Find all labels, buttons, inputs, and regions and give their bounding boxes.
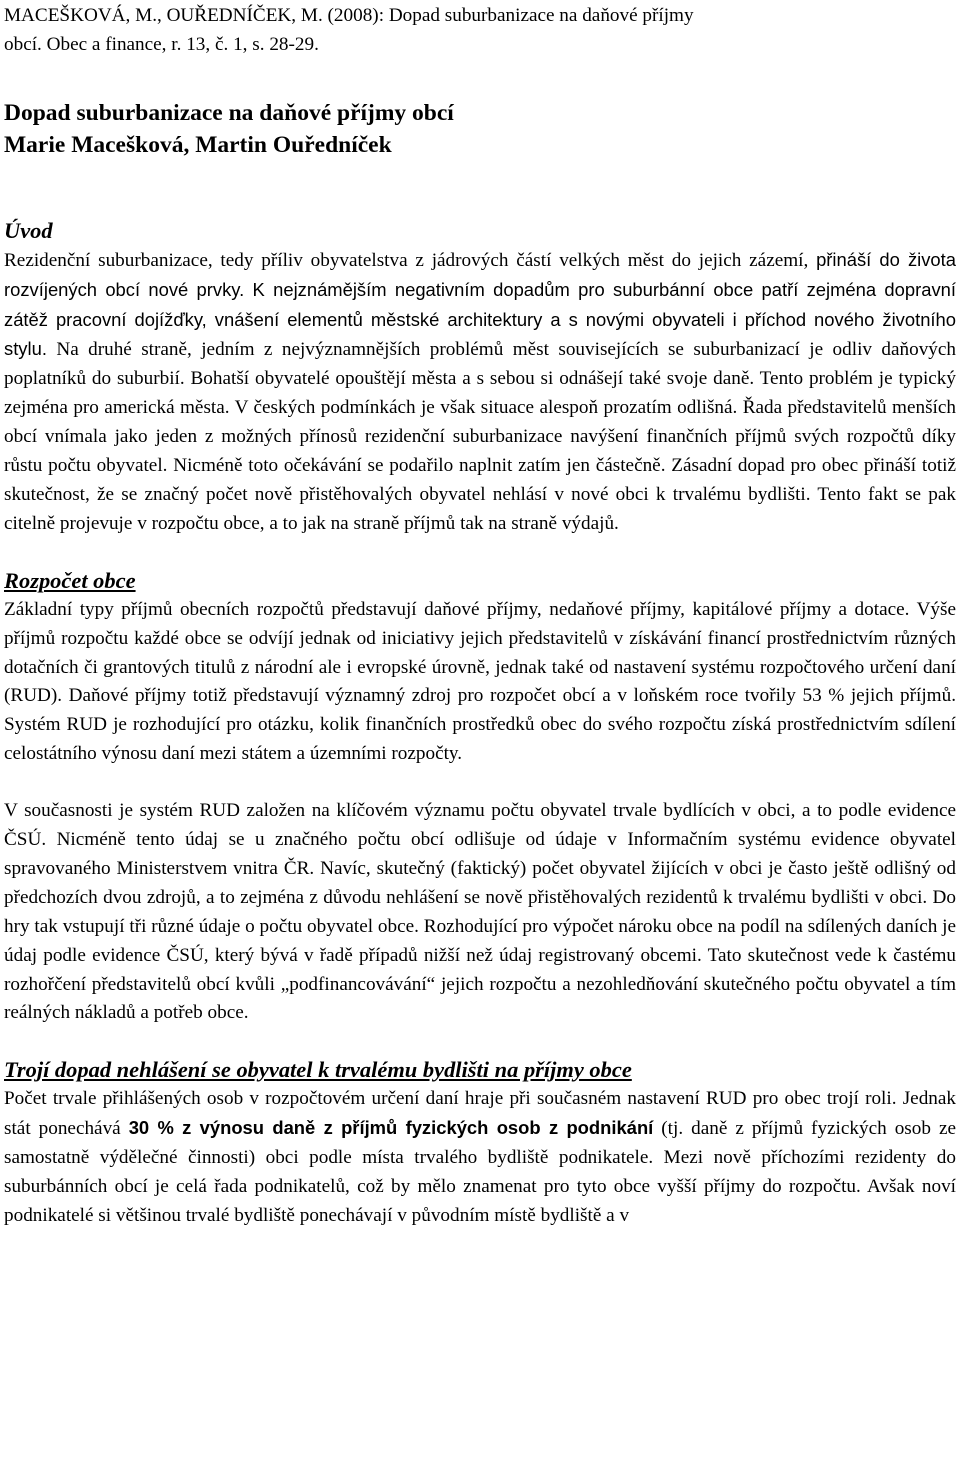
paragraph-troji-bold: 30 % z výnosu daně z příjmů fyzických osob z podnikání xyxy=(128,1117,654,1139)
section-heading-rozpocet: Rozpočet obce xyxy=(4,567,136,593)
paragraph-uvod-part-3: Na druhé straně, jedním z nejvýznamnějších problémů měst souvisejících se suburbanizací je odliv daňových poplatníků do suburbií. Bohatší obyvatelé opouštějí města a s sebou si odnášejí také svoje daně. Tento problém je typický zejména pro americká města. V českých podmínkách je však situace alespoň prozatím odlišná. Řada představitelů menších obcí vnímala jako jeden z možných přínosů rezidenční suburbanizace navýšení finančních příjmů svých rozpočtů díky růstu počtu obyvatel. Nicméně toto očekávání se podařilo naplnit zatím jen částečně. Zásadní dopad pro obec přináší totiž skutečnost, že se značný počet nově přistěhovalých obyvatel nehlásí v nové obci k trvalému bydlišti. Tento fakt se pak citelně projevuje v rozpočtu obce, a to jak na straně příjmů tak na straně výdajů. xyxy=(4,339,956,534)
paragraph-uvod-part-2: přináší do života rozvíjených obcí nové prvky. K nejznámějším negativním dopadům pro suburbánní obce patří zejména dopravní zátěž pracovní dojížďky, vnášení elementů městské architektury a s novými obyvateli i příchod nového životního stylu. xyxy=(4,248,956,360)
paragraph-uvod xyxy=(4,246,956,539)
citation xyxy=(4,2,956,60)
paragraph-uvod-part-1: Rezidenční suburbanizace, tedy příliv obyvatelstva z jádrových částí velkých měst do jejich zázemí, xyxy=(4,249,817,271)
paragraph-rozpocet-1: Základní typy příjmů obecních rozpočtů představují daňové příjmy, nedaňové příjmy, kapitálové příjmy a dotace. Výše příjmů rozpočtu každé obce se odvíjí jednak od iniciativy jejich představitelů v získávání financí prostřednictvím různých dotačních či grantových titulů z národní ale i evropské úrovně, jednak také od nastavení systému rozpočtového určení daní (RUD). Daňové příjmy totiž představují významný zdroj pro rozpočet obcí a v loňském roce tvořily 53 % jejich příjmů. Systém RUD je rozhodující pro otázku, kolik finančních prostředků obec do svého rozpočtu získá prostřednictvím sdílení celostátního výnosu daní mezi státem a územními rozpočty. xyxy=(4,598,956,765)
paragraph-troji-part-3: (tj. daně z příjmů fyzických osob ze samostatně výdělečné činnosti) obci podle místa trvalého bydliště podnikatele. Mezi nově příchozími rezidenty do suburbánních obcí je celá řada podnikatelů, což by mělo znamenat pro tyto obce vyšší příjmy do rozpočtu. Avšak noví podnikatelé si většinou trvalé bydliště ponechávají v původním místě bydliště a v xyxy=(4,1118,956,1226)
paragraph-troji xyxy=(4,1085,956,1231)
article-authors: Marie Macešková, Martin Ouředníček xyxy=(4,131,392,158)
citation-line-2: obcí. Obec a finance, r. 13, č. 1, s. 28-29. xyxy=(4,33,319,55)
paragraph-troji-part-1: Počet trvale přihlášených osob v rozpočtovém určení daní hraje při současném nastavení RUD pro obec trojí roli. Jednak stát ponechává xyxy=(4,1088,956,1140)
section-heading-uvod: Úvod xyxy=(4,217,53,243)
citation-line-1: MACEŠKOVÁ, M., OUŘEDNÍČEK, M. (2008): Dopad suburbanizace na daňové příjmy xyxy=(4,5,694,26)
article-title: Dopad suburbanizace na daňové příjmy obcí xyxy=(4,99,454,126)
section-heading-troji: Trojí dopad nehlášení se obyvatel k trvalému bydlišti na příjmy obce xyxy=(4,1057,632,1083)
paragraph-rozpocet-2: V současnosti je systém RUD založen na klíčovém významu počtu obyvatel trvale bydlících v obci, a to podle evidence ČSÚ. Nicméně tento údaj se u značného počtu obcí odlišuje od údaje v Informačním systému evidence obyvatel spravovaného Ministerstvem vnitra ČR. Navíc, skutečný (faktický) počet obyvatel žijících v obci je často ještě odlišný od předchozích dvou zdrojů, a to zejména z důvodu nehlášení se nově přistěhovalých rezidentů k trvalému bydlišti v obci. Do hry tak vstupují tři různé údaje o počtu obyvatel obce. Rozhodující pro výpočet nároku obce na podíl na sdílených daních je údaj podle evidence ČSÚ, který bývá v řadě případů nižší než údaj registrovaný obcemi. Tato skutečnost vede k častému rozhořčení představitelů obcí kvůli „podfinancovávání“ jejich rozpočtu a nezohledňování skutečného počtu obyvatel a tím reálných nákladů a potřeb obce. xyxy=(4,800,956,1024)
